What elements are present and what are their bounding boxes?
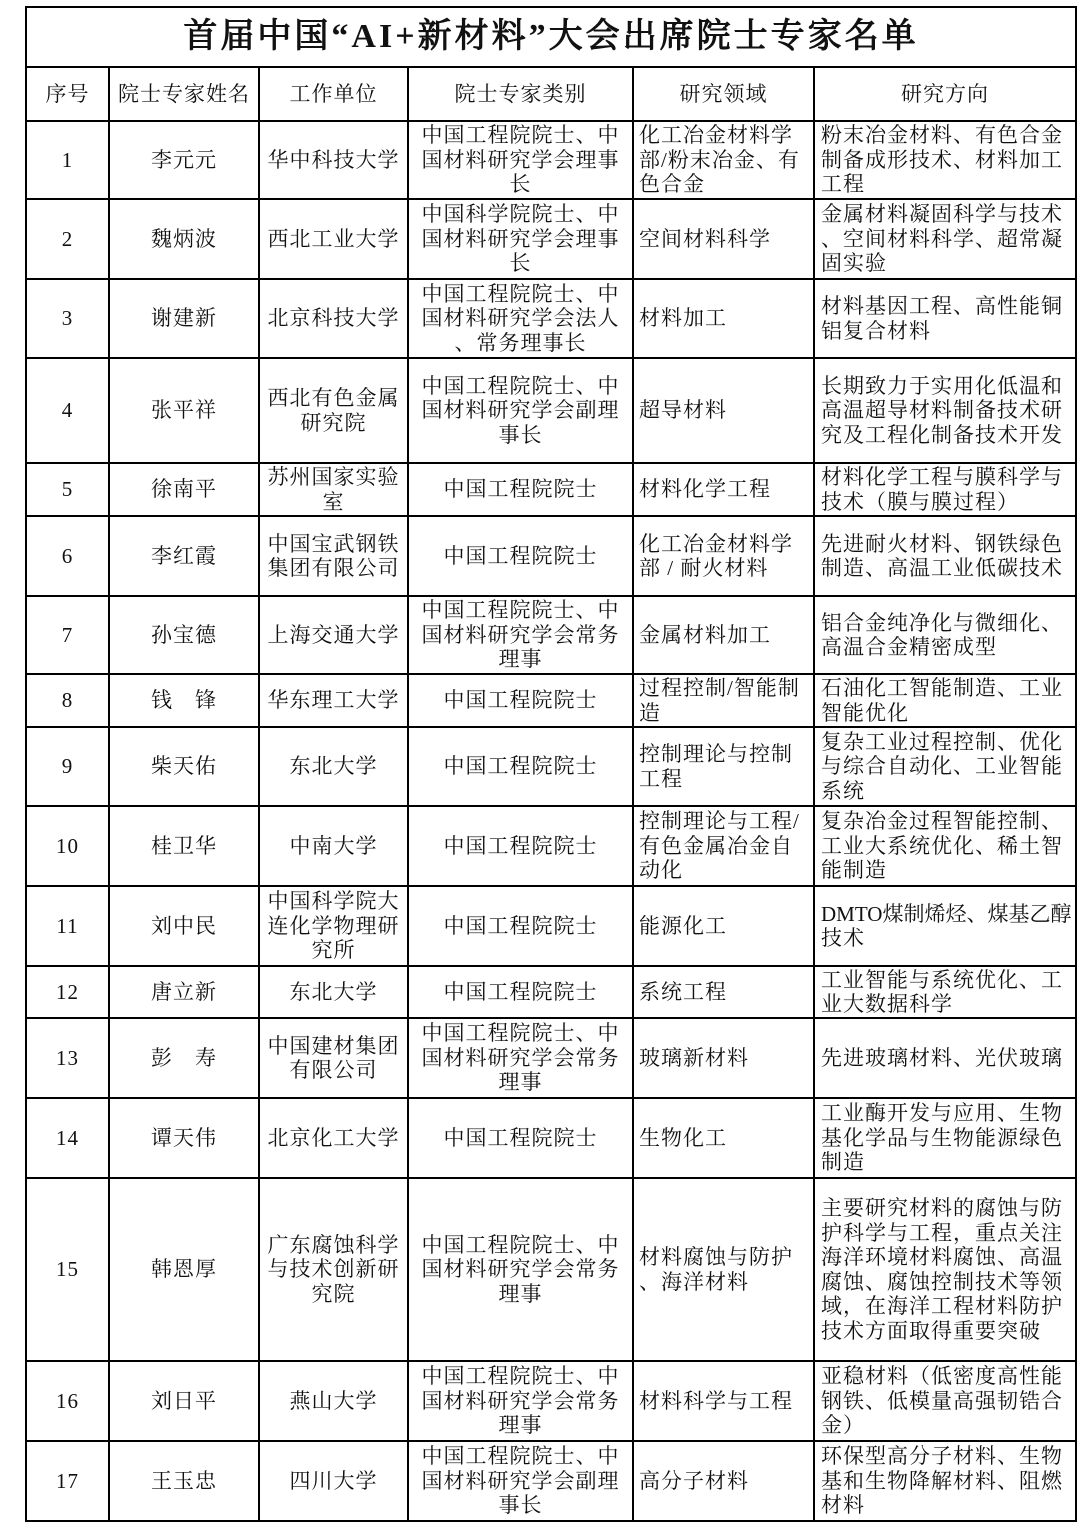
expert-name-text: 韩恩厚 (151, 1257, 217, 1282)
expert-name-cell (109, 806, 259, 886)
research-field-cell (633, 1361, 814, 1441)
row-number-cell (26, 358, 109, 463)
expert-category-text: 理事 (498, 647, 543, 672)
research-direction-text: 系统 (821, 778, 865, 803)
expert-category-text: 国材料研究学会常务 (421, 622, 620, 647)
institution-text: 北京科技大学 (267, 306, 400, 331)
expert-name-text: 唐立新 (151, 979, 217, 1004)
header-name: 院士专家姓名 (109, 67, 259, 121)
research-direction-cell (814, 596, 1076, 674)
expert-category-text: 中国工程院院士、中 (421, 373, 620, 398)
expert-category-cell (408, 1098, 633, 1178)
row-number-cell (26, 279, 109, 358)
institution-text: 东北大学 (289, 979, 378, 1004)
research-direction-text: 先进玻璃材料、光伏玻璃 (821, 1045, 1063, 1070)
expert-list-table (25, 6, 1077, 1522)
table-row (26, 516, 1076, 596)
row-number-cell (26, 886, 109, 966)
row-number-cell (26, 1178, 109, 1361)
research-field-text: 化工冶金材料学 (639, 531, 793, 556)
research-field-text: 能源化工 (639, 913, 727, 938)
expert-name-text: 桂卫华 (151, 833, 217, 858)
research-direction-text: 腐蚀、腐蚀控制技术等领 (821, 1269, 1063, 1294)
expert-category-cell (408, 1361, 633, 1441)
research-direction-text: 技术方面取得重要突破 (821, 1318, 1041, 1343)
research-direction-cell (814, 806, 1076, 886)
institution-text: 研究院 (300, 410, 367, 435)
expert-name-text: 柴天佑 (151, 754, 217, 779)
header-index: 序号 (26, 67, 109, 121)
research-field-cell (633, 358, 814, 463)
row-number-text: 5 (61, 477, 74, 502)
institution-text: 东北大学 (289, 754, 378, 779)
table-body (26, 121, 1076, 1521)
expert-category-cell (408, 199, 633, 279)
row-number-cell (26, 121, 109, 199)
expert-category-text: 理事 (498, 1281, 543, 1306)
expert-category-cell (408, 516, 633, 596)
expert-name-cell (109, 966, 259, 1018)
research-direction-cell (814, 463, 1076, 516)
table-row (26, 886, 1076, 966)
expert-category-text: 国材料研究学会法人 (421, 306, 620, 331)
institution-text: 与技术创新研 (267, 1257, 400, 1282)
research-direction-cell (814, 1178, 1076, 1361)
institution-cell (259, 1098, 408, 1178)
table-row (26, 199, 1076, 279)
expert-name-text: 刘日平 (151, 1388, 217, 1413)
header-direction: 研究方向 (814, 67, 1076, 121)
research-direction-text: 钢铁、低模量高强韧锆合 (821, 1388, 1063, 1413)
institution-cell (259, 727, 408, 806)
row-number-text: 14 (56, 1125, 79, 1150)
research-field-text: 系统工程 (639, 979, 727, 1004)
expert-category-cell (408, 1178, 633, 1361)
institution-text: 中国宝武钢铁 (267, 531, 400, 556)
expert-category-text: 国材料研究学会常务 (421, 1257, 620, 1282)
expert-name-cell (109, 1018, 259, 1098)
row-number-cell (26, 674, 109, 727)
row-number-text: 15 (56, 1257, 79, 1282)
expert-list-document (25, 6, 1075, 1522)
table-row (26, 121, 1076, 199)
row-number-text: 10 (56, 833, 79, 858)
research-field-text: 生物化工 (639, 1125, 727, 1150)
row-number-cell (26, 806, 109, 886)
research-field-text: 工程 (639, 766, 683, 791)
institution-cell (259, 1178, 408, 1361)
row-number-text: 2 (61, 226, 74, 251)
research-direction-cell (814, 727, 1076, 806)
research-direction-cell (814, 199, 1076, 279)
expert-name-cell (109, 516, 259, 596)
research-field-text: 控制理论与控制 (639, 742, 793, 766)
institution-text: 中国科学院大 (267, 889, 400, 914)
research-direction-cell (814, 121, 1076, 199)
research-direction-text: 材料 (821, 1493, 865, 1518)
expert-name-cell (109, 358, 259, 463)
institution-cell (259, 966, 408, 1018)
expert-category-text: 、常务理事长 (454, 330, 587, 355)
institution-cell (259, 806, 408, 886)
research-field-cell (633, 806, 814, 886)
table-row (26, 727, 1076, 806)
research-direction-text: 复杂工业过程控制、优化 (821, 729, 1063, 754)
institution-cell (259, 674, 408, 727)
expert-name-text: 李红霞 (151, 543, 217, 568)
expert-category-cell (408, 966, 633, 1018)
expert-category-text: 中国工程院院士、中 (421, 1444, 620, 1469)
expert-name-text: 钱 锋 (151, 688, 217, 713)
header-field: 研究领域 (633, 67, 814, 121)
research-field-text: 动化 (639, 858, 683, 883)
research-direction-cell (814, 674, 1076, 727)
expert-name-text: 李元元 (151, 147, 217, 172)
institution-cell (259, 1441, 408, 1521)
research-field-cell (633, 674, 814, 727)
table-row (26, 463, 1076, 516)
institution-cell (259, 199, 408, 279)
expert-category-text: 中国工程院院士、中 (421, 123, 620, 148)
institution-text: 西北工业大学 (267, 226, 400, 251)
institution-cell (259, 1018, 408, 1098)
expert-category-text: 国材料研究学会常务 (421, 1045, 620, 1070)
institution-text: 四川大学 (289, 1468, 378, 1493)
expert-category-text: 长 (509, 172, 532, 197)
institution-text: 华东理工大学 (267, 688, 400, 713)
expert-category-cell (408, 279, 633, 358)
institution-text: 华中科技大学 (267, 147, 400, 172)
expert-category-cell (408, 727, 633, 806)
research-field-text: 有色金属冶金自 (639, 833, 793, 858)
research-direction-text: 长期致力于实用化低温和 (821, 373, 1063, 398)
research-field-text: 空间材料科学 (639, 226, 771, 251)
table-row (26, 1098, 1076, 1178)
institution-cell (259, 463, 408, 516)
expert-category-text: 中国工程院院士、中 (421, 1232, 620, 1257)
row-number-cell (26, 1098, 109, 1178)
research-field-text: 材料腐蚀与防护 (639, 1245, 793, 1269)
table-row (26, 1361, 1076, 1441)
expert-category-text: 中国科学院院士、中 (421, 202, 620, 227)
research-field-text: 材料加工 (639, 306, 727, 331)
row-number-cell (26, 199, 109, 279)
research-field-text: 部/粉末冶金、有 (639, 147, 800, 172)
expert-category-text: 事长 (498, 1493, 543, 1518)
expert-category-text: 中国工程院院士、中 (421, 1021, 620, 1046)
table-row (26, 1018, 1076, 1098)
expert-category-text: 长 (509, 251, 532, 276)
row-number-text: 13 (56, 1045, 79, 1070)
table-row (26, 674, 1076, 727)
expert-category-text: 中国工程院院士、中 (421, 598, 620, 623)
expert-category-cell (408, 358, 633, 463)
expert-category-text: 中国工程院院士、中 (421, 281, 620, 306)
row-number-cell (26, 1361, 109, 1441)
expert-category-cell (408, 121, 633, 199)
expert-category-text: 中国工程院院士 (443, 543, 598, 568)
expert-name-cell (109, 596, 259, 674)
research-direction-cell (814, 516, 1076, 596)
table-row (26, 279, 1076, 358)
research-direction-cell (814, 1018, 1076, 1098)
institution-text: 室 (322, 489, 345, 514)
research-field-text: 部 / 耐火材料 (639, 556, 769, 580)
table-row (26, 1178, 1076, 1361)
row-number-text: 3 (61, 306, 74, 331)
institution-cell (259, 279, 408, 358)
research-direction-text: 能制造 (821, 858, 887, 883)
expert-category-cell (408, 463, 633, 516)
row-number-text: 6 (61, 543, 74, 568)
research-direction-text: DMTO煤制烯烃、煤基乙醇 (821, 901, 1072, 926)
institution-text: 燕山大学 (289, 1388, 378, 1413)
expert-category-text: 国材料研究学会常务 (421, 1388, 620, 1413)
institution-cell (259, 596, 408, 674)
research-direction-text: 基和生物降解材料、阻燃 (821, 1468, 1063, 1493)
table-row (26, 1441, 1076, 1521)
row-number-text: 16 (56, 1388, 79, 1413)
research-direction-cell (814, 1361, 1076, 1441)
research-direction-text: 粉末冶金材料、有色合金 (821, 123, 1063, 148)
expert-category-cell (408, 806, 633, 886)
research-field-text: 金属材料加工 (639, 622, 771, 647)
expert-category-text: 中国工程院院士 (443, 688, 598, 713)
expert-name-text: 徐南平 (151, 477, 217, 502)
research-direction-text: 技术 (821, 926, 865, 950)
expert-name-cell (109, 1178, 259, 1361)
header-category: 院士专家类别 (408, 67, 633, 121)
institution-text: 广东腐蚀科学 (267, 1232, 400, 1257)
table-row (26, 596, 1076, 674)
research-direction-text: 环保型高分子材料、生物 (821, 1444, 1063, 1469)
row-number-cell (26, 596, 109, 674)
expert-category-text: 理事 (498, 1413, 543, 1438)
row-number-text: 7 (61, 622, 74, 647)
row-number-cell (26, 966, 109, 1018)
research-direction-text: 复杂冶金过程智能控制、 (821, 809, 1063, 834)
research-direction-text: 铝合金纯净化与微细化、 (821, 610, 1063, 635)
research-field-cell (633, 966, 814, 1018)
research-field-cell (633, 727, 814, 806)
institution-cell (259, 121, 408, 199)
research-direction-text: 工业智能与系统优化、工 (821, 967, 1063, 992)
institution-cell (259, 886, 408, 966)
expert-name-cell (109, 121, 259, 199)
expert-name-text: 王玉忠 (151, 1468, 217, 1493)
institution-cell (259, 516, 408, 596)
row-number-cell (26, 727, 109, 806)
table-row (26, 806, 1076, 886)
row-number-text: 17 (56, 1468, 79, 1493)
row-number-text: 1 (61, 147, 74, 172)
institution-text: 集团有限公司 (267, 556, 400, 580)
research-field-cell (633, 121, 814, 199)
research-direction-cell (814, 886, 1076, 966)
research-field-cell (633, 596, 814, 674)
research-direction-text: 工业酶开发与应用、生物 (821, 1101, 1063, 1126)
research-field-cell (633, 279, 814, 358)
table-row (26, 358, 1076, 463)
header-institution: 工作单位 (259, 67, 408, 121)
research-field-text: 材料化学工程 (639, 477, 771, 502)
research-field-text: 色合金 (639, 172, 705, 197)
expert-name-text: 彭 寿 (151, 1045, 217, 1070)
research-field-text: 玻璃新材料 (639, 1045, 749, 1070)
research-field-cell (633, 463, 814, 516)
research-direction-text: 工程 (821, 172, 865, 197)
research-direction-text: 先进耐火材料、钢铁绿色 (821, 531, 1063, 556)
research-direction-text: 智能优化 (821, 700, 909, 725)
expert-category-text: 中国工程院院士 (443, 979, 598, 1004)
expert-category-text: 中国工程院院士 (443, 1125, 598, 1150)
row-number-text: 12 (56, 979, 79, 1004)
expert-category-text: 中国工程院院士 (443, 913, 598, 938)
table-row (26, 966, 1076, 1018)
research-direction-text: 制造、高温工业低碳技术 (821, 556, 1063, 580)
institution-text: 西北有色金属 (267, 386, 400, 410)
expert-name-text: 刘中民 (151, 913, 217, 938)
expert-category-cell (408, 596, 633, 674)
row-number-text: 11 (56, 913, 79, 938)
research-direction-text: 技术（膜与膜过程） (821, 489, 1019, 514)
research-field-cell (633, 1178, 814, 1361)
research-field-cell (633, 1018, 814, 1098)
research-direction-text: 亚稳材料（低密度高性能 (821, 1364, 1063, 1389)
title-row (26, 7, 1076, 67)
expert-category-cell (408, 1441, 633, 1521)
expert-category-text: 国材料研究学会副理 (421, 1468, 620, 1493)
institution-text: 苏州国家实验 (267, 465, 400, 489)
research-direction-text: 金属材料凝固科学与技术 (821, 202, 1063, 227)
expert-category-text: 事长 (498, 422, 543, 447)
research-direction-text: 业大数据科学 (821, 992, 953, 1016)
research-field-cell (633, 516, 814, 596)
research-field-text: 化工冶金材料学 (639, 123, 793, 148)
expert-name-cell (109, 463, 259, 516)
row-number-cell (26, 1441, 109, 1521)
research-field-text: 造 (639, 700, 661, 725)
expert-category-cell (408, 674, 633, 727)
expert-name-cell (109, 1441, 259, 1521)
research-direction-text: 海洋环境材料腐蚀、高温 (821, 1245, 1063, 1269)
expert-category-text: 理事 (498, 1070, 543, 1095)
expert-name-text: 魏炳波 (151, 226, 217, 251)
row-number-text: 4 (61, 398, 74, 423)
expert-category-text: 国材料研究学会理事 (421, 226, 620, 251)
institution-text: 有限公司 (289, 1058, 378, 1082)
institution-cell (259, 1361, 408, 1441)
row-number-cell (26, 463, 109, 516)
research-field-text: 、海洋材料 (639, 1269, 749, 1294)
research-direction-text: 高温超导材料制备技术研 (821, 398, 1063, 423)
research-direction-text: 与综合自动化、工业智能 (821, 754, 1063, 779)
research-direction-text: 制造 (821, 1150, 865, 1175)
expert-name-cell (109, 1098, 259, 1178)
expert-category-text: 中国工程院院士 (443, 754, 598, 779)
research-direction-text: 护科学与工程，重点关注 (821, 1220, 1063, 1245)
page-title: 首届中国“AI+新材料”大会出席院士专家名单 (26, 7, 1076, 67)
research-direction-text: 域，在海洋工程材料防护 (821, 1294, 1063, 1318)
research-direction-text: 材料基因工程、高性能铜 (821, 294, 1063, 318)
research-direction-text: 金） (821, 1413, 865, 1438)
research-direction-text: 固实验 (821, 251, 887, 276)
institution-cell (259, 358, 408, 463)
research-direction-text: 主要研究材料的腐蚀与防 (821, 1196, 1063, 1220)
expert-category-text: 中国工程院院士 (443, 833, 598, 858)
expert-category-text: 中国工程院院士、中 (421, 1364, 620, 1389)
research-direction-text: 铝复合材料 (821, 318, 931, 343)
research-direction-cell (814, 966, 1076, 1018)
research-direction-cell (814, 1441, 1076, 1521)
research-direction-text: 基化学品与生物能源绿色 (821, 1125, 1063, 1150)
row-number-cell (26, 1018, 109, 1098)
research-field-cell (633, 886, 814, 966)
institution-text: 中南大学 (289, 833, 378, 858)
institution-text: 究所 (311, 938, 356, 963)
expert-category-text: 中国工程院院士 (443, 477, 598, 502)
research-direction-cell (814, 358, 1076, 463)
row-number-text: 8 (61, 688, 74, 713)
expert-name-text: 张平祥 (151, 398, 217, 423)
research-direction-text: 石油化工智能制造、工业 (821, 676, 1063, 700)
expert-name-text: 谭天伟 (151, 1125, 217, 1150)
research-field-cell (633, 1441, 814, 1521)
expert-name-cell (109, 279, 259, 358)
expert-category-cell (408, 886, 633, 966)
research-field-cell (633, 199, 814, 279)
expert-name-cell (109, 199, 259, 279)
row-number-text: 9 (61, 754, 74, 779)
expert-category-text: 国材料研究学会理事 (421, 147, 620, 172)
expert-name-cell (109, 674, 259, 727)
expert-name-cell (109, 727, 259, 806)
expert-name-text: 谢建新 (151, 306, 217, 331)
research-field-text: 材料科学与工程 (639, 1388, 793, 1413)
research-direction-text: 制备成形技术、材料加工 (821, 147, 1063, 172)
institution-text: 究院 (311, 1281, 356, 1306)
research-field-text: 过程控制/智能制 (639, 676, 800, 700)
expert-name-text: 孙宝德 (151, 622, 217, 647)
header-row (26, 67, 1076, 121)
expert-name-cell (109, 886, 259, 966)
research-direction-text: 高温合金精密成型 (821, 635, 997, 659)
expert-name-cell (109, 1361, 259, 1441)
expert-category-text: 国材料研究学会副理 (421, 398, 620, 423)
research-direction-text: 究及工程化制备技术开发 (821, 422, 1063, 447)
expert-category-cell (408, 1018, 633, 1098)
research-field-text: 控制理论与工程/ (639, 809, 800, 834)
institution-text: 上海交通大学 (267, 622, 400, 647)
institution-text: 连化学物理研 (267, 913, 400, 938)
research-direction-cell (814, 279, 1076, 358)
research-field-cell (633, 1098, 814, 1178)
institution-text: 北京化工大学 (267, 1125, 400, 1150)
research-field-text: 高分子材料 (639, 1468, 749, 1493)
institution-text: 中国建材集团 (267, 1033, 400, 1058)
research-field-text: 超导材料 (639, 398, 727, 423)
research-direction-text: 材料化学工程与膜科学与 (821, 465, 1063, 489)
research-direction-cell (814, 1098, 1076, 1178)
research-direction-text: 、空间材料科学、超常凝 (821, 226, 1063, 251)
row-number-cell (26, 516, 109, 596)
research-direction-text: 工业大系统优化、稀土智 (821, 833, 1063, 858)
